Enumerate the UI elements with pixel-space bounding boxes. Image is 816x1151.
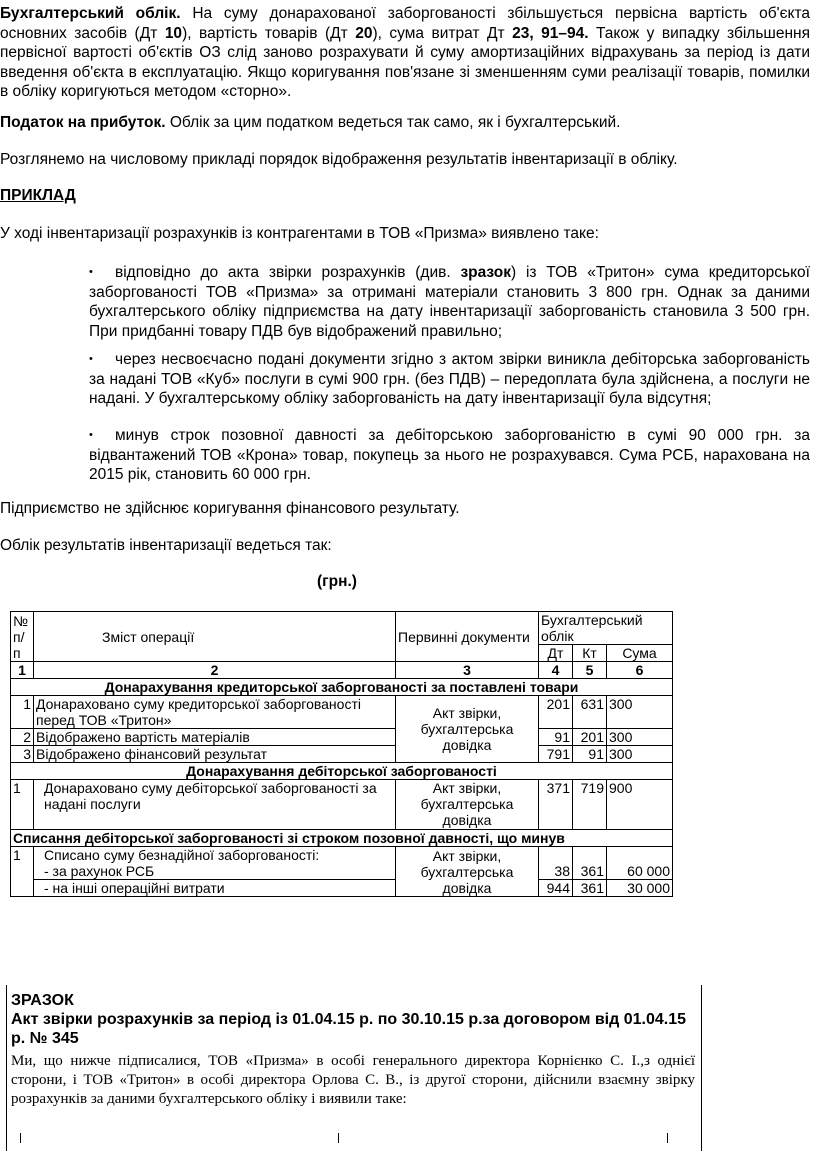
sample-act-body: Ми, що нижче підписалися, ТОВ «Призма» в особі генерального директора Корнієнко С. І.,з однієї сторони, і ТОВ «Тритон» в особі директора Орлова С. В., із другої сторони, дійснили взаємну звірку розрахунків за даними бухгалтерського обліку і виявили таке: (11, 1053, 695, 1107)
primary-document: Акт звірки, бухгалтерська довідка (396, 847, 539, 897)
sample-link[interactable]: зразок (460, 264, 511, 281)
col-number: 5 (573, 662, 607, 679)
section-title: Списання дебіторської заборгованості зі строком позовної давності, що минув (11, 830, 673, 847)
header-docs: Первинні документи (396, 612, 539, 662)
header-dt: Дт (539, 645, 573, 662)
unit-label: (грн.) (317, 573, 357, 590)
col-number: 3 (396, 662, 539, 679)
no-correction-paragraph: Підприємство не здійснює коригування фінансового результату. (0, 500, 460, 517)
header-content: Зміст операції (34, 612, 396, 662)
accounting-paragraph: Бухгалтерський облік. На суму донарахованої заборгованості збільшується первісна вартість об'єкта основних засобів (Дт 10), вартість товарів (Дт 20), сума витрат Дт 23, 91–94. Також у випадку збільшення первісної вартості об'єктів ОЗ слід заново розрахувати й суму амортизаційних відрахувань за період із дати введення об'єкта в експлуатацію. Якщо коригування пов'язане зі зменшенням суми реалізації товарів, помилки в обліку коригуються методом «сторно». (0, 5, 810, 100)
col-number: 6 (607, 662, 673, 679)
column-marker (667, 1133, 669, 1143)
col-number: 1 (11, 662, 34, 679)
inventory-intro: У ході інвентаризації розрахунків із контрагентами в ТОВ «Призма» виявлено таке: (0, 225, 599, 242)
bullet-icon: • (89, 266, 93, 278)
table-row: 1 Списано суму безнадійної заборгованості: Акт звірки, бухгалтерська довідка (11, 847, 673, 864)
bullet-icon: • (89, 353, 93, 365)
operations-table (10, 611, 673, 897)
accounting-method-paragraph: Облік результатів інвентаризації ведеться так: (0, 537, 332, 554)
bullet-item: • минув строк позовної давності за дебіторською заборгованістю в сумі 90 000 грн. за відвантажений ТОВ «Крона» товар, покупець за нього не розрахувався. Сума РСБ, нарахована на 2015 рік, становить 60 000 грн. (89, 427, 810, 483)
header-sum: Сума (607, 645, 673, 662)
bullet-icon: • (89, 429, 93, 441)
profit-tax-paragraph: Податок на прибуток. Облік за цим податком ведеться так само, як і бухгалтерський. (0, 114, 621, 131)
header-kt: Кт (573, 645, 607, 662)
bullet-item: • через несвоєчасно подані документи згідно з актом звірки виникла дебіторська заборгованість за надані ТОВ «Куб» послуги в сумі 900 грн. (без ПДВ) – передоплата була здійснена, а послуги не надані. У бухгалтерському обліку заборгованість на дату інвентаризації була відсутня; (89, 351, 810, 407)
header-num: № п/п (11, 612, 34, 662)
table-row: 1 Донараховано суму дебіторської заборгованості за надані послуги Акт звірки, бухгалтерська довідка 371 719 900 (11, 780, 673, 830)
table-row: 1 Донараховано суму кредиторської заборгованості перед ТОВ «Тритон» Акт звірки, бухгалтерська довідка 201 631 300 (11, 696, 673, 729)
table-row: - за рахунок РСБ 38 361 60 000 (11, 863, 673, 880)
sample-act-block (6, 985, 702, 1151)
header-accounting: Бухгалтерський облік (539, 612, 673, 645)
section-title: Донарахування кредиторської заборгованості за поставлені товари (11, 679, 673, 696)
col-number: 4 (539, 662, 573, 679)
sample-act-title: Акт звірки розрахунків за період із 01.04.15 р. по 30.10.15 р.за договором від 01.04.15 р. № 345 (11, 1011, 687, 1047)
column-marker (338, 1133, 340, 1143)
intro-paragraph: Розглянемо на числовому прикладі порядок відображення результатів інвентаризації в обліку. (0, 151, 678, 168)
table-row: - на інші операційні витрати 944 361 30 000 (11, 880, 673, 897)
sample-label: ЗРАЗОК (11, 992, 74, 1009)
table-row: 2 Відображено вартість матеріалів 91 201 300 (11, 729, 673, 746)
accounting-lead: Бухгалтерський облік. (0, 5, 181, 22)
table-row: 3 Відображено фінансовий результат 791 91 300 (11, 746, 673, 763)
section-title: Донарахування дебіторської заборгованості (11, 763, 673, 780)
column-marker (20, 1133, 22, 1143)
primary-document: Акт звірки, бухгалтерська довідка (396, 780, 539, 830)
col-number: 2 (34, 662, 396, 679)
profit-tax-lead: Податок на прибуток. (0, 114, 166, 131)
example-heading: ПРИКЛАД (0, 187, 76, 204)
bullet-item: • відповідно до акта звірки розрахунків (див. зразок) із ТОВ «Тритон» сума кредиторської заборгованості ТОВ «Призма» за отримані матеріали становить 3 800 грн. Однак за даними бухгалтерського обліку підприємства на дату інвентаризації заборгованість становила 3 500 грн. При придбанні товару ПДВ був відображений правильно; (89, 264, 810, 340)
primary-document: Акт звірки, бухгалтерська довідка (396, 696, 539, 763)
